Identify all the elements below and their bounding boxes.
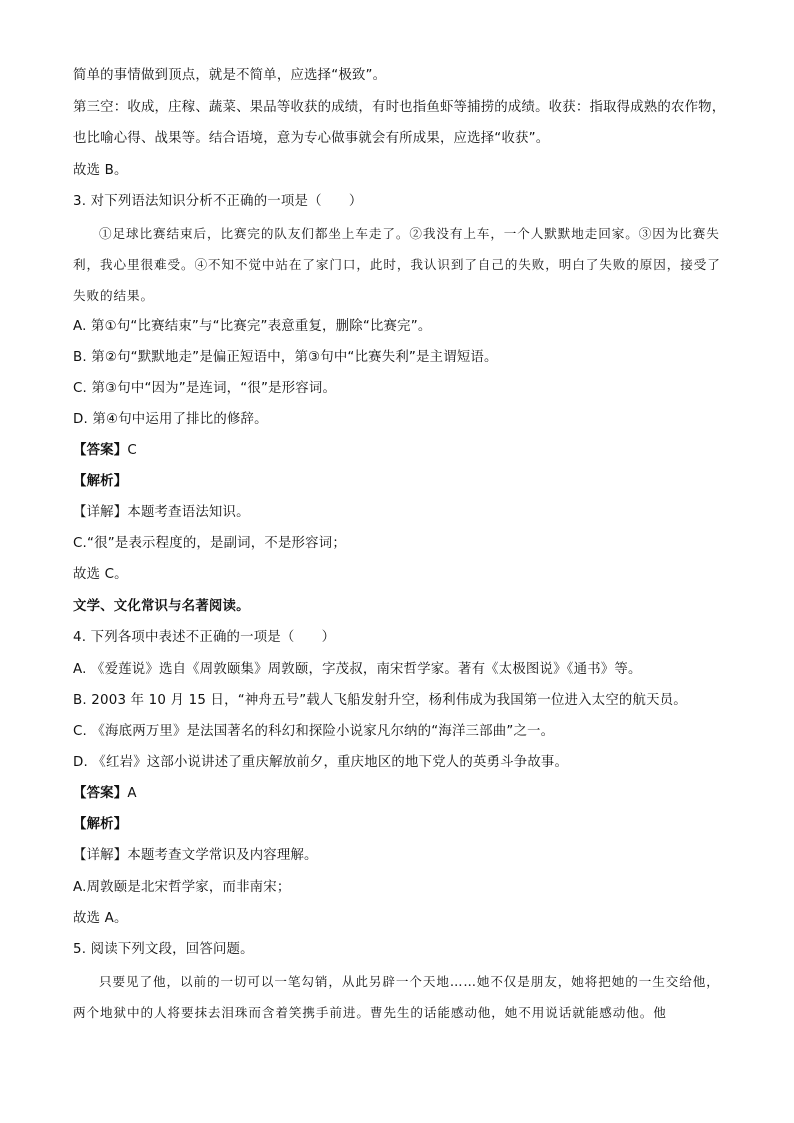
detail-tag: 【详解】: [73, 505, 128, 520]
question-3-answer: [73, 442, 733, 460]
question-4-analysis-tag: 【解析】: [73, 817, 128, 832]
text-line: 故选 B。: [73, 163, 128, 178]
question-3-option-a: A. 第①句“比赛结束”与“比赛完”表意重复，删除“比赛完”。: [73, 319, 432, 334]
question-3-choice: 故选 C。: [73, 567, 128, 582]
detail-text: 本题考查语法知识。: [127, 505, 250, 520]
question-4-option-d: D. 《红岩》这部小说讲述了重庆解放前夕，重庆地区的地下党人的英勇斗争故事。: [73, 755, 569, 770]
text-paragraph: 第三空：收成，庄稼、蔬菜、果品等收获的成绩，有时也指鱼虾等捕捞的成绩。收获：指取得成熟的农作物，也比喻心得、战果等。结合语境，意为专心做事就会有所成果，应选择“收获”。: [73, 100, 726, 146]
question-5-stem: 5. 阅读下列文段，回答问题。: [73, 942, 254, 957]
question-5-passage: 只要见了他，以前的一切可以一笔勾销，从此另辟一个天地……她不仅是朋友，她将把她的一生交给他，两个地狱中的人将要抹去泪珠而含着笑携手前进。曹先生的话能感动他，她不用说话就能感动他。他: [73, 974, 720, 1020]
question-4-choice: 故选 A。: [73, 911, 128, 926]
question-3-analysis-tag: 【解析】: [73, 474, 128, 489]
question-4-explanation: A.周敦颐是北宋哲学家，而非南宋；: [73, 880, 291, 895]
question-3-option-b: B. 第②句“默默地走”是偏正短语中，第③句中“比赛失利”是主谓短语。: [73, 350, 498, 365]
answer-tag: 【答案】: [73, 443, 128, 458]
answer-value: A: [127, 786, 137, 801]
question-3-explanation: C.“很”是表示程度的，是副词，不是形容词；: [73, 536, 346, 551]
question-4-option-b: B. 2003 年 10 月 15 日，“神舟五号”载人飞船发射升空，杨利伟成为我国第一位进入太空的航天员。: [73, 693, 687, 708]
question-4-stem: 4. 下列各项中表述不正确的一项是（ ）: [73, 630, 336, 645]
question-4-answer: [73, 785, 733, 803]
section-heading: 文学、文化常识与名著阅读。: [73, 599, 250, 614]
question-3-passage: ①足球比赛结束后，比赛完的队友们都坐上车走了。②我没有上车，一个人默默地走回家。③因为比赛失利，我心里很难受。④不知不觉中站在了家门口，此时，我认识到了自己的失败，明白了失败的原因，接受了失败的结果。: [73, 226, 721, 303]
question-4-option-c: C. 《海底两万里》是法国著名的科幻和探险小说家凡尔纳的“海洋三部曲”之一。: [73, 724, 555, 739]
text-line: 简单的事情做到顶点，就是不简单，应选择“极致”。: [73, 68, 387, 83]
answer-tag: 【答案】: [73, 786, 128, 801]
question-3-option-d: D. 第④句中运用了排比的修辞。: [73, 412, 268, 427]
question-3-stem: 3. 对下列语法知识分析不正确的一项是（ ）: [73, 194, 363, 209]
question-3-detail: [73, 504, 733, 522]
question-3-option-c: C. 第③句中“因为”是连词，“很”是形容词。: [73, 381, 337, 396]
detail-tag: 【详解】: [73, 848, 128, 863]
answer-value: C: [127, 443, 137, 458]
question-4-option-a: A. 《爱莲说》选自《周敦颐集》周敦颐，字茂叔，南宋哲学家。著有《太极图说》《通书》等。: [73, 662, 642, 677]
question-4-detail: [73, 847, 733, 865]
detail-text: 本题考查文学常识及内容理解。: [127, 848, 318, 863]
